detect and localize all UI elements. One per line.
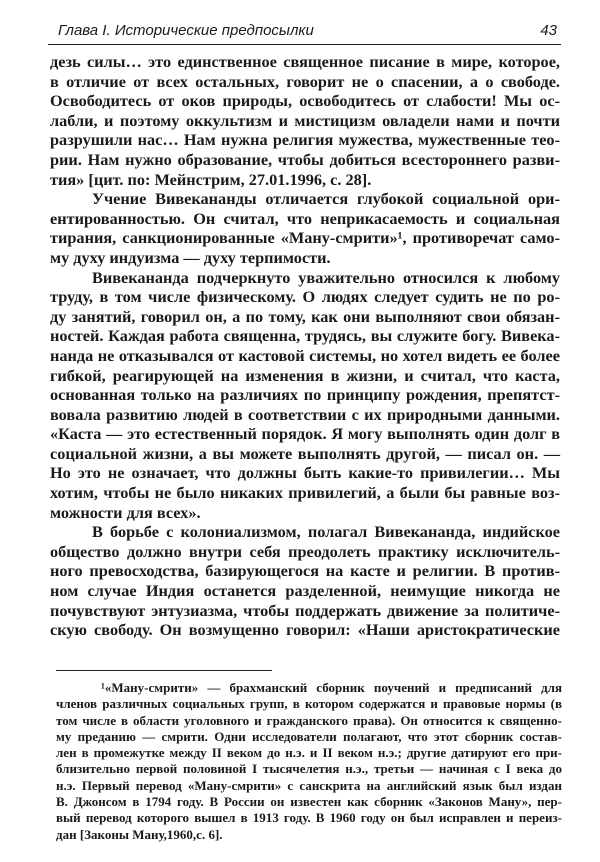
footnote-line: том числе в области уголовного и гражданского права). Он относится к священно- — [56, 712, 562, 728]
text-line: ентированностью. Он считал, что неприкасаемость и социальная — [50, 208, 560, 228]
text-line: труду, в том числе физическому. О людях следует судить не по ро- — [50, 287, 560, 307]
text-line: ного превосходства, базирующегося на касте и религии. В против- — [50, 561, 560, 581]
running-header — [48, 18, 561, 45]
footnote-line: дан [Законы Ману,1960,с. 6]. — [56, 826, 223, 842]
text-line: можности для всех». — [50, 502, 201, 522]
footnote-line: вый перевод которого вышел в 1913 году. В 1960 году он был исправлен и переиз- — [56, 810, 562, 826]
text-line: ду занятий, говорил он, а по тому, как они выполняют свои обязан- — [50, 306, 560, 326]
text-line: ностей. Каждая работа священна, трудясь, вы служите богу. Вивека- — [50, 326, 560, 346]
text-line: в отличие от всех остальных, говорит не о спасении, а о свободе. — [50, 71, 560, 91]
footnote-line: лен в промежутке между II веком до н.э. и II веком н.э.; другие датируют его при- — [56, 745, 562, 761]
text-line: му духу индуизма — духу терпимости. — [50, 247, 331, 267]
text-line: нанда не отказывался от кастовой системы, но хотел видеть ее более — [50, 345, 560, 365]
main-text — [50, 52, 560, 640]
footnote-line: близительно первой половиной I тысячелетия н.э., третьи — начиная с I века до — [56, 761, 562, 777]
text-line: «Каста — это естественный порядок. Я могу выполнять один долг в — [50, 424, 560, 444]
text-line: ном случае Индия останется разделенной, неимущие никогда не — [50, 581, 560, 601]
text-line: социальной жизни, а вы можете выполнять другой, — писал он. — — [50, 443, 560, 463]
text-line: Учение Вивекананды отличается глубокой социальной ори- — [92, 189, 560, 209]
footnote-line: членов различных социальных групп, в котором содержатся и правовые нормы (в — [56, 696, 562, 712]
text-line: В борьбе с колониализмом, полагал Вивекананда, индийское — [92, 522, 560, 542]
text-line: гибкой, реагирующей на изменения в жизни, и считал, что каста, — [50, 365, 560, 385]
text-line: Вивекананда подчеркнуто уважительно относился к любому — [92, 267, 560, 287]
footnote-divider — [56, 670, 272, 671]
text-line: лабли, и поэтому оккультизм и мистицизм овладели нами и почти — [50, 110, 560, 130]
text-line: дезь силы… это единственное священное писание в мире, которое, — [50, 52, 560, 71]
text-line: хотим, чтобы не было никаких привилегий, а были бы равные воз- — [50, 483, 560, 503]
footnote-line: му преданию — смрити. Одни исследователи полагают, что этот сборник состав- — [56, 728, 562, 744]
text-line: тия» [цит. по: Мейнстрим, 27.01.1996, с. 28]. — [50, 169, 372, 189]
chapter-title: Глава I. Исторические предпосылки — [58, 22, 314, 39]
text-line: Но это не означает, что должны быть какие-то привилегии… Мы — [50, 463, 560, 483]
text-line: рии. Нам нужно образование, чтобы добиться всестороннего разви- — [50, 149, 560, 169]
footnote — [56, 680, 562, 843]
text-line: вовала развитию людей в соответствии с их природными данными. — [50, 404, 560, 424]
text-line: разрушили нас… Нам нужна религия мужества, мужественные тео- — [50, 130, 560, 150]
text-line: скую свободу. Он возмущенно говорил: «Наши аристократические — [50, 620, 560, 640]
footnote-line: В. Джонсом в 1794 году. В России он известен как сборник «Законов Ману», пер- — [56, 794, 562, 810]
footnote-line: ¹«Ману-смрити» — брахманский сборник поучений и предписаний для — [101, 680, 562, 695]
text-line: основанная только на различиях по принципу рождения, препятст- — [50, 385, 560, 405]
text-line: тирания, санкционированные «Ману-смрити»¹, противоречат само- — [50, 228, 560, 248]
text-line: почувствуют энтузиазма, чтобы поддержать движение за политиче- — [50, 600, 560, 620]
page-number: 43 — [540, 22, 557, 39]
text-line: общество должно внутри себя преодолеть практику исключитель- — [50, 541, 560, 561]
text-line: Освободитесь от оков природы, освободитесь от слабости! Мы ос- — [50, 91, 560, 111]
footnote-line: н.э. Первый перевод «Ману-смрити» с санскрита на английский язык был издан — [56, 777, 562, 793]
